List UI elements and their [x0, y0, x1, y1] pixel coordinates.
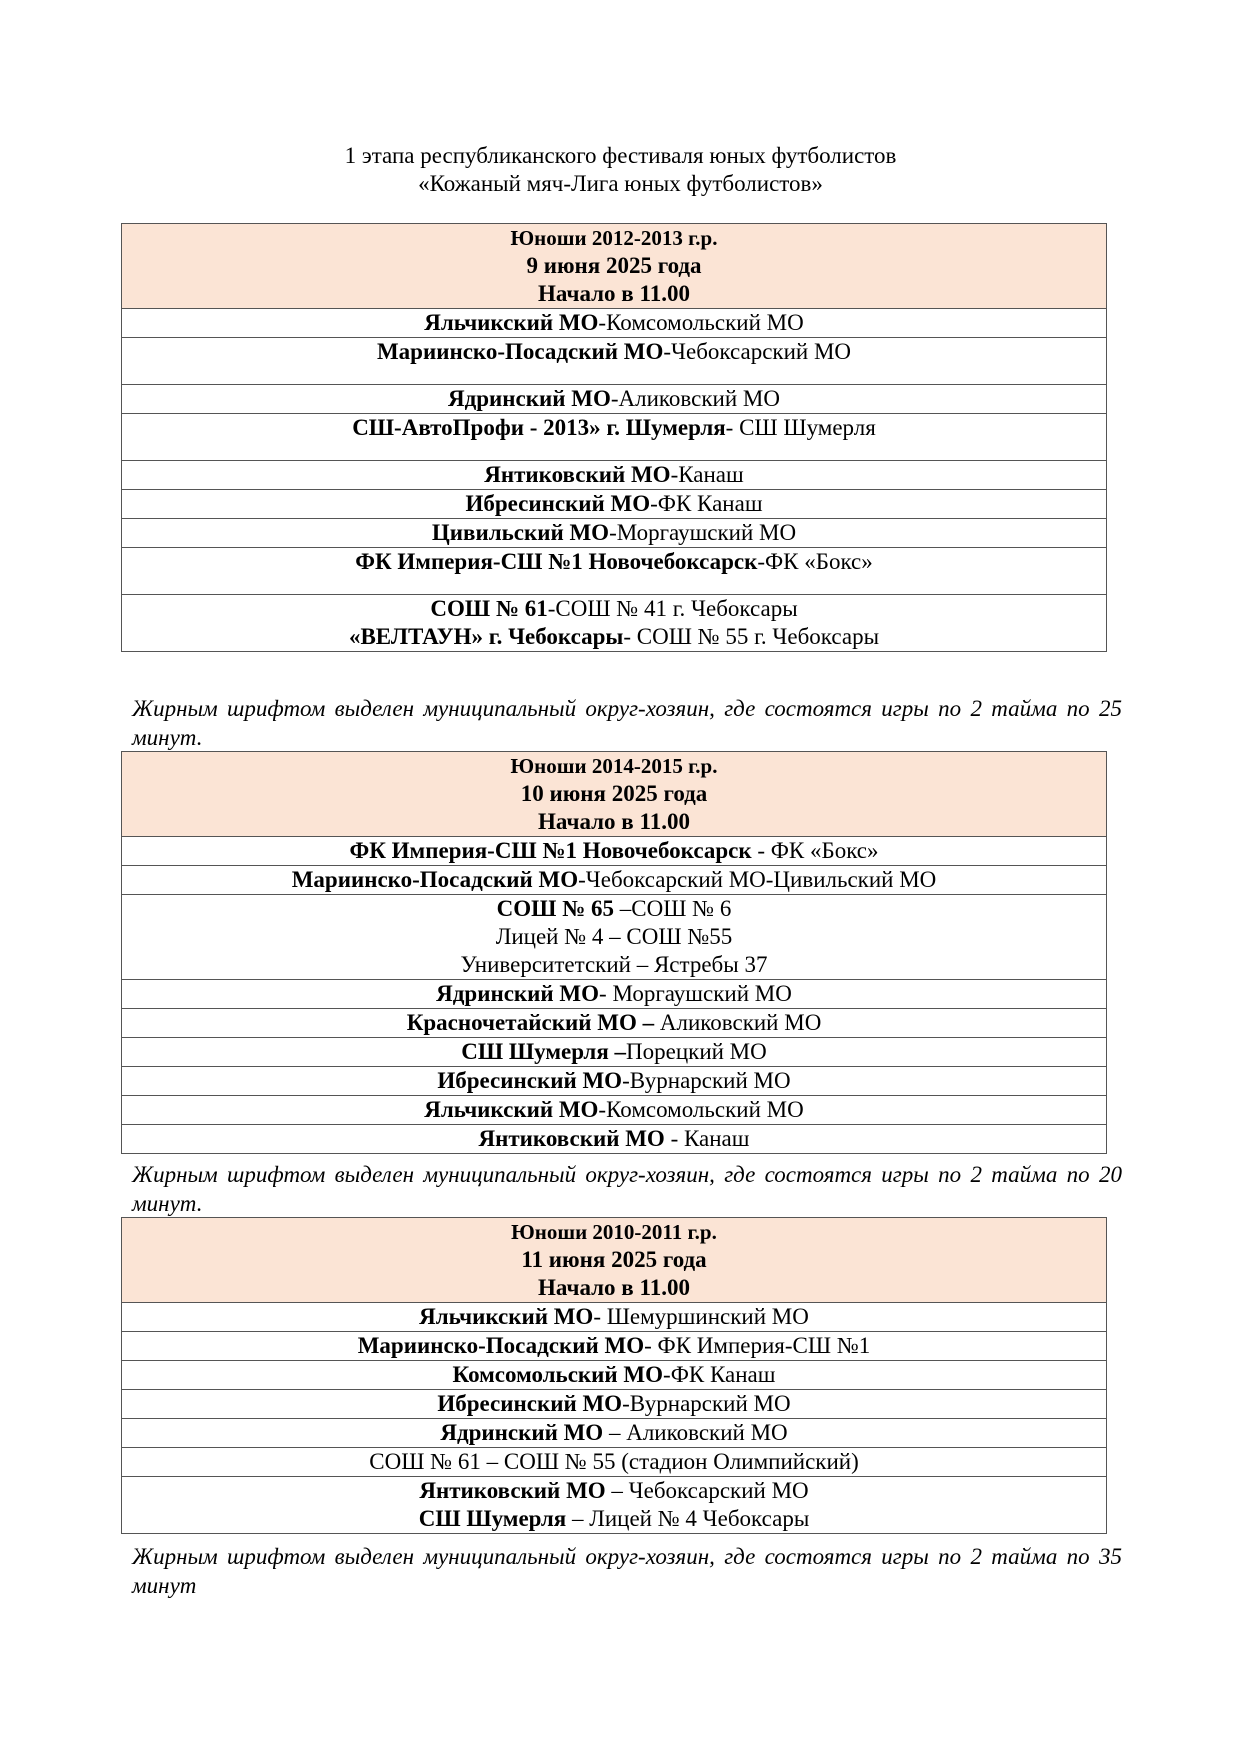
match-line: [128, 1332, 1100, 1360]
match-row: [122, 1477, 1107, 1534]
match-line: [128, 866, 1100, 894]
host-team: Комсомольский МО: [452, 1362, 664, 1387]
title-line-2: «Кожаный мяч-Лига юных футболистов»: [418, 171, 823, 196]
match-line: [128, 1505, 1100, 1533]
match-row: [122, 490, 1107, 519]
host-team: ФК Империя-СШ №1 Новочебоксарск: [355, 549, 758, 574]
host-team: Ядринский МО: [448, 386, 611, 411]
opponent-team: -ФК «Бокс»: [757, 549, 873, 574]
host-team: Янтиковский МО: [478, 1126, 665, 1151]
match-row: [122, 309, 1107, 338]
age-group: Юноши 2014-2015 г.р.: [510, 754, 718, 778]
match-line: [128, 519, 1100, 547]
document-title: [0, 142, 1241, 198]
host-team: Цивильский МО: [431, 520, 610, 545]
opponent-team: – Чебоксарский МО: [605, 1478, 809, 1503]
host-team: Ядринский МО: [440, 1420, 604, 1445]
match-row: [122, 548, 1107, 595]
match-line: [128, 1477, 1100, 1505]
match-line: [128, 309, 1100, 337]
opponent-team: -Комсомольский МО: [598, 1097, 804, 1122]
table-header: [122, 224, 1107, 309]
match-line: [128, 1448, 1100, 1476]
opponent-team: Лицей № 4 – СОШ №55: [495, 924, 733, 949]
match-line: [128, 490, 1100, 518]
match-line: [128, 1390, 1100, 1418]
opponent-team: -Моргаушский МО: [609, 520, 797, 545]
match-row: [122, 866, 1107, 895]
match-row: [122, 519, 1107, 548]
match-date: 9 июня 2025 года: [526, 253, 702, 278]
opponent-team: - Моргаушский МО: [599, 981, 792, 1006]
host-team: Ядринский МО: [436, 981, 600, 1006]
opponent-team: -Вурнарский МО: [622, 1391, 791, 1416]
host-team: Янтиковский МО: [484, 462, 671, 487]
host-team: Красночетайский МО –: [406, 1010, 655, 1035]
schedule-table-2012-2013: [121, 223, 1107, 652]
opponent-team: СОШ № 61 – СОШ № 55 (стадион Олимпийский): [369, 1449, 859, 1474]
match-line: [128, 1067, 1100, 1095]
match-line: [128, 548, 1100, 576]
schedule-table-2014-2015: [121, 751, 1107, 1154]
match-line: [128, 623, 1100, 651]
opponent-team: -Вурнарский МО: [622, 1068, 791, 1093]
opponent-team: – Лицей № 4 Чебоксары: [566, 1506, 810, 1531]
match-row: [122, 1096, 1107, 1125]
match-line: [128, 980, 1100, 1008]
match-line: [128, 385, 1100, 413]
match-line: [128, 1096, 1100, 1124]
match-line: [128, 595, 1100, 623]
host-team: СШ Шумерля –: [461, 1039, 627, 1064]
start-time: Начало в 11.00: [538, 281, 690, 306]
host-team: Мариинско-Посадский МО: [291, 867, 579, 892]
match-row: [122, 1125, 1107, 1154]
host-team: СОШ № 65: [496, 896, 614, 921]
match-line: [128, 1125, 1100, 1153]
match-row: [122, 338, 1107, 385]
host-team: ФК Империя-СШ №1 Новочебоксарск: [349, 838, 752, 863]
opponent-team: – Аликовский МО: [603, 1420, 788, 1445]
match-row: [122, 1419, 1107, 1448]
host-note: Жирным шрифтом выделен муниципальный округ-хозяин, где состоятся игры по 2 тайма по 20 минут.: [132, 1162, 1122, 1216]
match-row: [122, 895, 1107, 980]
opponent-team: –СОШ № 6: [614, 896, 732, 921]
opponent-team: - СШ Шумерля: [725, 415, 876, 440]
opponent-team: -Чебоксарский МО-Цивильский МО: [578, 867, 937, 892]
host-team: Ибресинский МО: [465, 491, 651, 516]
opponent-team: -Канаш: [670, 462, 744, 487]
match-line: [128, 1303, 1100, 1331]
opponent-team: -Аликовский МО: [610, 386, 780, 411]
match-line: [128, 414, 1100, 442]
opponent-team: -ФК Канаш: [650, 491, 763, 516]
opponent-team: - Канаш: [664, 1126, 750, 1151]
opponent-team: - ФК Империя-СШ №1: [644, 1333, 871, 1358]
match-line: [128, 951, 1100, 979]
match-line: [128, 461, 1100, 489]
host-team: Ибресинский МО: [437, 1068, 623, 1093]
match-line: [128, 837, 1100, 865]
schedule-table-2010-2011: [121, 1217, 1107, 1534]
host-team: СШ Шумерля: [418, 1506, 567, 1531]
title-line-1: 1 этапа республиканского фестиваля юных футболистов: [344, 143, 897, 168]
opponent-team: -ФК Канаш: [663, 1362, 776, 1387]
host-note: Жирным шрифтом выделен муниципальный округ-хозяин, где состоятся игры по 2 тайма по 35 минут: [132, 1544, 1122, 1598]
match-date: 11 июня 2025 года: [521, 1247, 707, 1272]
table-header: [122, 752, 1107, 837]
host-note: Жирным шрифтом выделен муниципальный округ-хозяин, где состоятся игры по 2 тайма по 25 минут.: [132, 696, 1122, 750]
host-team: СШ-АвтоПрофи - 2013» г. Шумерля: [352, 415, 726, 440]
age-group: Юноши 2012-2013 г.р.: [510, 226, 718, 250]
table-header: [122, 1218, 1107, 1303]
start-time: Начало в 11.00: [538, 809, 690, 834]
match-row: [122, 595, 1107, 652]
match-row: [122, 837, 1107, 866]
match-row: [122, 1361, 1107, 1390]
match-line: [128, 1419, 1100, 1447]
opponent-team: - Шемуршинский МО: [593, 1304, 809, 1329]
match-date: 10 июня 2025 года: [520, 781, 708, 806]
host-team: Ибресинский МО: [437, 1391, 623, 1416]
match-row: [122, 1067, 1107, 1096]
match-row: [122, 1303, 1107, 1332]
match-row: [122, 1038, 1107, 1067]
match-line: [128, 338, 1100, 366]
host-team: Мариинско-Посадский МО: [376, 339, 664, 364]
host-team: Яльчикский МО: [424, 1097, 599, 1122]
match-line: [128, 1361, 1100, 1389]
match-row: [122, 414, 1107, 461]
opponent-team: - СОШ № 55 г. Чебоксары: [623, 624, 880, 649]
match-row: [122, 461, 1107, 490]
match-row: [122, 980, 1107, 1009]
host-team: СОШ № 61: [430, 596, 548, 621]
host-team: Яльчикский МО: [419, 1304, 594, 1329]
opponent-team: -Комсомольский МО: [598, 310, 804, 335]
opponent-team: Университетский – Ястребы 37: [460, 952, 768, 977]
opponent-team: Аликовский МО: [654, 1010, 822, 1035]
opponent-team: Порецкий МО: [626, 1039, 767, 1064]
match-line: [128, 895, 1100, 923]
match-row: [122, 385, 1107, 414]
match-line: [128, 1038, 1100, 1066]
opponent-team: -Чебоксарский МО: [663, 339, 852, 364]
opponent-team: - ФК «Бокс»: [751, 838, 879, 863]
host-team: Янтиковский МО: [419, 1478, 606, 1503]
match-line: [128, 923, 1100, 951]
age-group: Юноши 2010-2011 г.р.: [511, 1220, 717, 1244]
match-row: [122, 1332, 1107, 1361]
match-row: [122, 1390, 1107, 1419]
start-time: Начало в 11.00: [538, 1275, 690, 1300]
match-row: [122, 1448, 1107, 1477]
opponent-team: -СОШ № 41 г. Чебоксары: [547, 596, 798, 621]
host-team: «ВЕЛТАУН» г. Чебоксары: [348, 624, 624, 649]
host-team: Яльчикский МО: [424, 310, 599, 335]
host-team: Мариинско-Посадский МО: [357, 1333, 645, 1358]
match-row: [122, 1009, 1107, 1038]
match-line: [128, 1009, 1100, 1037]
